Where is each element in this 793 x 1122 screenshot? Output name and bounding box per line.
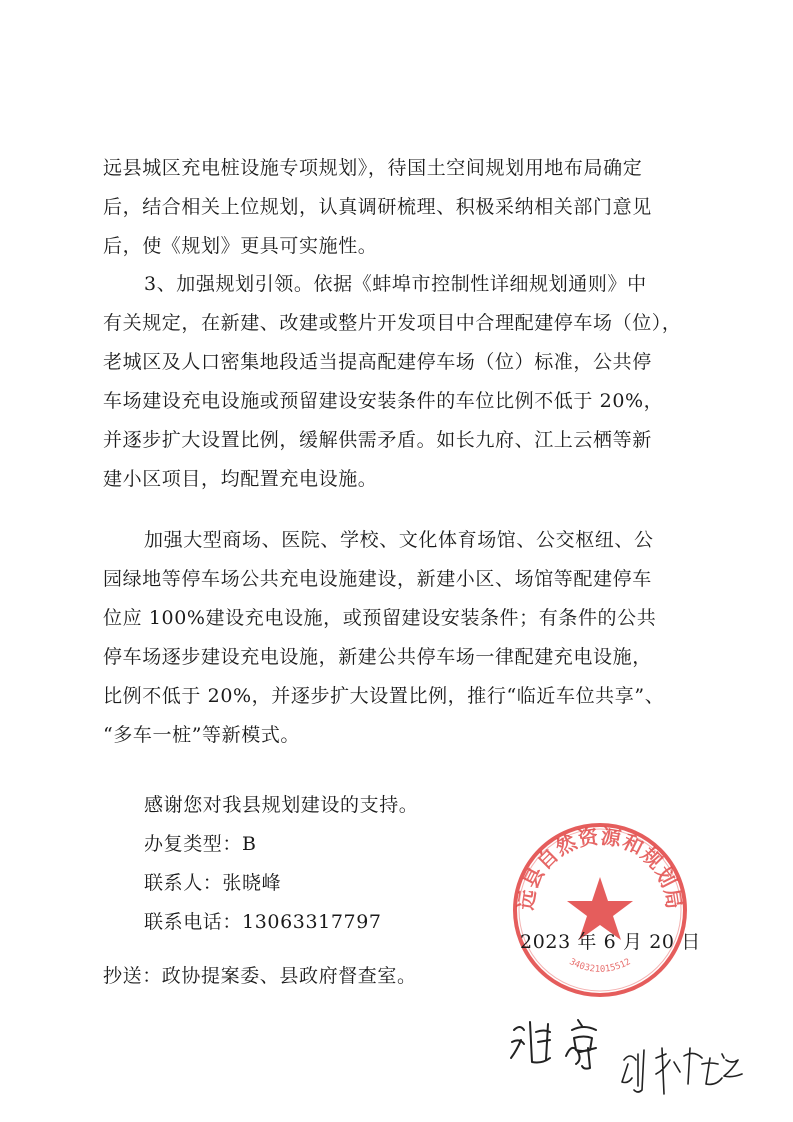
paragraph-2-line-2: 有关规定，在新建、改建或整片开发项目中合理配建停车场（位）， [103,312,682,334]
signature-1 [508,1012,616,1072]
paragraph-1-line-1: 远县城区充电桩设施专项规划》，待国土空间规划用地布局确定 [103,157,643,179]
signature-2 [618,1040,748,1100]
official-seal [505,815,695,1005]
paragraph-2-line-4: 车场建设充电设施或预留建设安装条件的车位比例不低于 20%， [103,390,664,412]
paragraph-2-line-6: 建小区项目，均配置充电设施。 [103,468,378,490]
date-line: 2023 年 6 月 20 日 [520,931,701,953]
paragraph-1-line-3: 后，使《规划》更具可实施性。 [103,235,378,257]
svg-text:远县自然资源和规划局: 远县自然资源和规划局 [513,824,687,912]
paragraph-3-line-5: 比例不低于 20%，并逐步扩大设置比例，推行“临近车位共享”、 [103,685,665,707]
paragraph-3-line-4: 停车场逐步建设充电设施，新建公共停车场一律配建充电设施， [103,646,652,668]
paragraph-3-line-2: 园绿地等停车场公共充电设施建设，新建小区、场馆等配建停车 [103,568,652,590]
paragraph-3-line-6: “多车一桩”等新模式。 [103,724,301,746]
paragraph-1-line-2: 后，结合相关上位规划，认真调研梳理、积极采纳相关部门意见 [103,196,652,218]
thanks-line: 感谢您对我县规划建设的支持。 [144,794,419,816]
paragraph-2-line-3: 老城区及人口密集地段适当提高配建停车场（位）标准，公共停 [103,351,652,373]
svg-text:340321015512: 340321015512 [567,957,633,975]
paragraph-2-line-5: 并逐步扩大设置比例，缓解供需矛盾。如长九府、江上云栖等新 [103,429,652,451]
paragraph-3-line-1: 加强大型商场、医院、学校、文化体育场馆、公交枢纽、公 [144,529,654,551]
contact-person: 联系人：张晓峰 [144,872,282,894]
cc-line: 抄送：政协提案委、县政府督查室。 [103,965,417,987]
paragraph-2-line-1: 3、加强规划引领。依据《蚌埠市控制性详细规划通则》中 [144,273,647,295]
reply-type: 办复类型：B [144,833,257,855]
paragraph-3-line-3: 位应 100%建设充电设施，或预留建设安装条件；有条件的公共 [103,607,657,629]
contact-phone: 联系电话：13063317797 [144,911,382,933]
